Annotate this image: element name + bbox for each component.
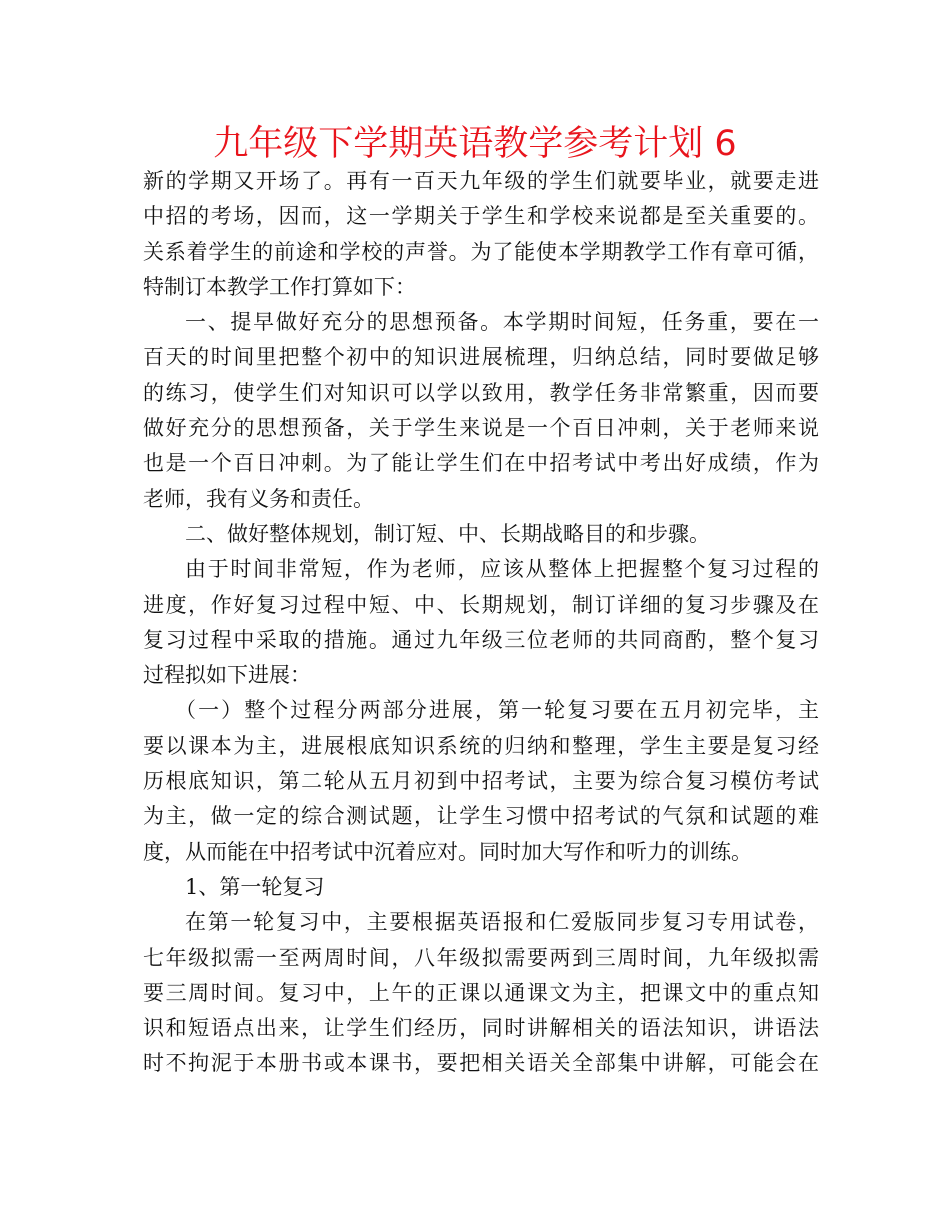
text-line: 进度，作好复习过程中短、中、长期规划，制订详细的复习步骤及在 <box>143 592 819 617</box>
text-line: 度，从而能在中招考试中沉着应对。同时加大写作和听力的训练。 <box>143 839 752 864</box>
text-line: 在第一轮复习中，主要根据英语报和仁爱版同步复习专用试卷， <box>185 910 819 935</box>
text-line: 过程拟如下进展： <box>143 663 311 688</box>
document-title: 九年级下学期英语教学参考计划 6 <box>213 124 737 164</box>
text-line: 关系着学生的前途和学校的声誉。为了能使本学期教学工作有章可循， <box>143 239 819 264</box>
text-line: 一、提早做好充分的思想预备。本学期时间短，任务重，要在一 <box>185 310 819 335</box>
text-line: 要三周时间。复习中，上午的正课以通课文为主，把课文中的重点知 <box>143 980 819 1005</box>
text-line: 历根底知识，第二轮从五月初到中招考试，主要为综合复习模仿考试 <box>143 769 819 794</box>
text-line: 识和短语点出来，让学生们经历，同时讲解相关的语法知识，讲语法 <box>143 1016 819 1041</box>
text-line: 百天的时间里把整个初中的知识进展梳理，归纳总结，同时要做足够 <box>143 345 819 370</box>
text-line: 做好充分的思想预备，关于学生来说是一个百日冲刺，关于老师来说 <box>143 416 819 441</box>
text-line: 时不拘泥于本册书或本课书，要把相关语关全部集中讲解，可能会在 <box>143 1051 819 1076</box>
text-line: 新的学期又开场了。再有一百天九年级的学生们就要毕业，就要走进 <box>143 169 819 193</box>
text-line: 也是一个百日冲刺。为了能让学生们在中招考试中考出好成绩，作为 <box>143 451 819 476</box>
document-body <box>143 164 819 1082</box>
text-line: 1、第一轮复习 <box>185 874 325 899</box>
text-line: （一）整个过程分两部分进展，第一轮复习要在五月初完毕，主 <box>175 698 819 723</box>
text-line: 复习过程中采取的措施。通过九年级三位老师的共同商酌，整个复习 <box>143 627 819 652</box>
text-line: 要以课本为主，进展根底知识系统的归纳和整理，学生主要是复习经 <box>143 733 819 758</box>
text-line: 中招的考场，因而，这一学期关于学生和学校来说都是至关重要的。 <box>143 204 819 229</box>
text-line: 特制订本教学工作打算如下： <box>143 274 416 299</box>
text-line: 七年级拟需一至两周时间，八年级拟需要两到三周时间，九年级拟需 <box>143 945 819 970</box>
text-line: 的练习，使学生们对知识可以学以致用，教学任务非常繁重，因而要 <box>143 380 819 405</box>
text-line: 由于时间非常短，作为老师，应该从整体上把握整个复习过程的 <box>185 557 819 582</box>
text-line: 老师，我有义务和责任。 <box>143 486 374 511</box>
text-line: 为主，做一定的综合测试题，让学生习惯中招考试的气氛和试题的难 <box>143 804 819 829</box>
text-line: 二、做好整体规划，制订短、中、长期战略目的和步骤。 <box>185 521 710 546</box>
